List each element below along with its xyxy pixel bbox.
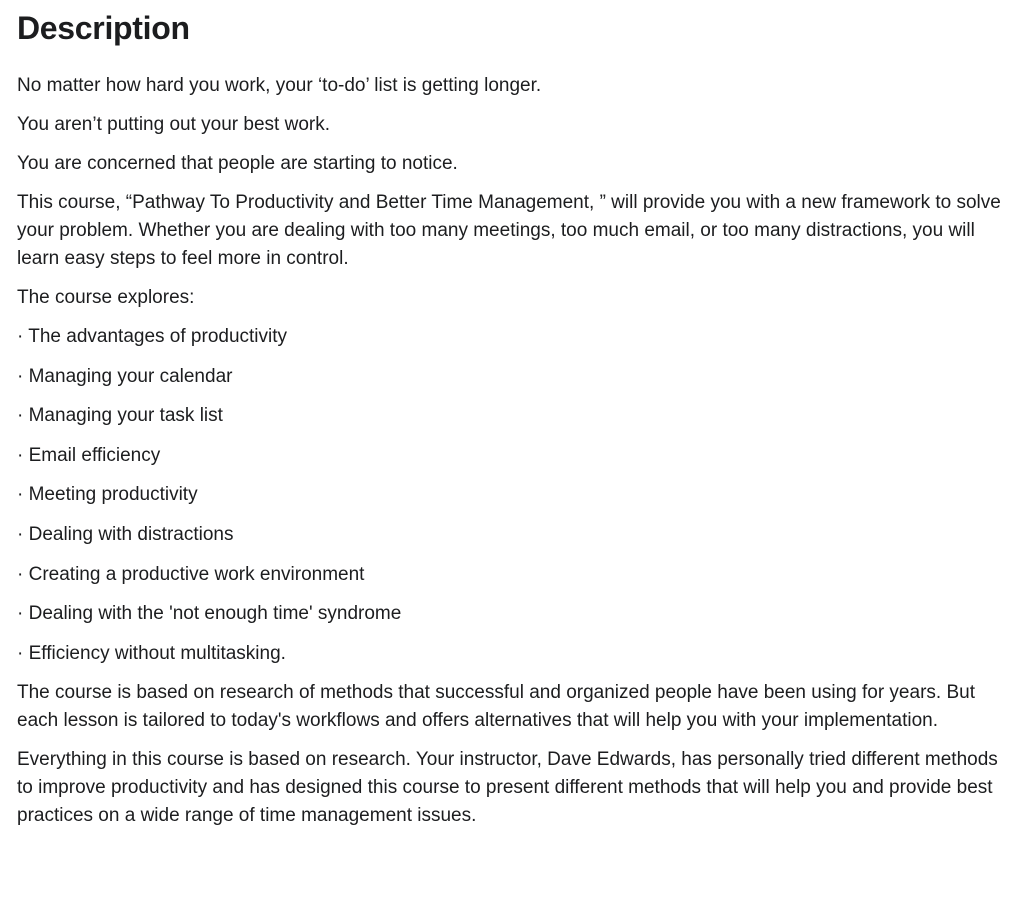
topic-item: · Meeting productivity [17,484,198,506]
topic-item: · Efficiency without multitasking. [17,642,286,664]
outro-paragraph: Everything in this course is based on research. Your instructor, Dave Edwards, has personally tried different methods to improve productivity and has designed this course to present different methods that will help you and provide best practices on a wide range of time management issues. [17,749,998,827]
topic-item: · Dealing with distractions [17,523,234,545]
intro-paragraph: No matter how hard you work, your ‘to-do’ list is getting longer. [17,75,542,96]
outro-paragraph: The course is based on research of methods that successful and organized people have been using for years. But each lesson is tailored to today's workflows and offers alternatives that will help you with your implementation. [17,682,975,732]
topic-item: · Managing your calendar [17,365,233,387]
topic-item: · Email efficiency [17,444,161,466]
explores-label: The course explores: [17,287,195,308]
topic-item: · Dealing with the 'not enough time' syndrome [17,603,402,625]
topic-item: · The advantages of productivity [17,326,288,347]
topic-item: · Managing your task list [17,405,223,427]
description-heading: Description [17,10,190,46]
topics-list [17,323,1014,668]
intro-paragraph: This course, “Pathway To Productivity and Better Time Management, ” will provide you with a new framework to solve your problem. Whether you are dealing with too many meetings, too much email, or too many distractions, you will learn easy steps to feel more in control. [17,192,1001,269]
intro-paragraph: You aren’t putting out your best work. [17,114,330,135]
topic-item: · Creating a productive work environment [17,563,365,585]
intro-paragraph: You are concerned that people are starting to notice. [17,153,458,174]
